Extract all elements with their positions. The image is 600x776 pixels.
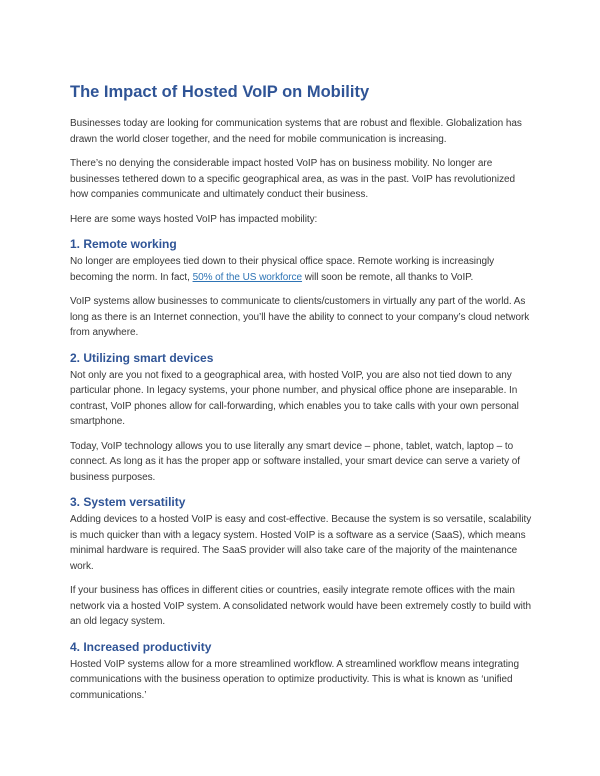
section-remote-working (70, 236, 534, 341)
section-increased-productivity (70, 639, 534, 704)
paragraph: Today, VoIP technology allows you to use literally any smart device – phone, tablet, watch, laptop – to connect. As long as it has the proper app or software installed, your smart device can serve a variety of business purposes. (70, 440, 520, 483)
intro-paragraph-3: Here are some ways hosted VoIP has impacted mobility: (70, 213, 318, 225)
paragraph: VoIP systems allow businesses to communicate to clients/customers in virtually any part of the world. As long as there is an Internet connection, you’ll have the ability to connect to your company’s cloud network from anywhere. (70, 296, 530, 338)
paragraph (70, 254, 534, 285)
section-utilizing-smart-devices (70, 350, 534, 486)
section-heading-remote-working: 1. Remote working (70, 237, 177, 251)
paragraph-text: No longer are employees tied down to their physical office space. Remote working is increasingly becoming the norm. In fact, (70, 256, 495, 283)
paragraph-text: will soon be remote, all thanks to VoIP. (302, 271, 474, 283)
section-heading-system-versatility: 3. System versatility (70, 495, 186, 509)
paragraph: Adding devices to a hosted VoIP is easy and cost-effective. Because the system is so versatile, scalability is much quicker than with a legacy system. Hosted VoIP is a software as a service (SaaS), which means minimal hardware is required. The SaaS provider will also take care of the majority of the maintenance work. (70, 514, 532, 572)
intro-paragraph-1: Businesses today are looking for communication systems that are robust and flexible. Globalization has drawn the world closer together, and the need for mobile communication is increasing. (70, 118, 522, 145)
paragraph: Hosted VoIP systems allow for a more streamlined workflow. A streamlined workflow means integrating communications with the business operation to optimize productivity. This is what is known as ‘unified communications.’ (70, 658, 519, 701)
page-title: The Impact of Hosted VoIP on Mobility (70, 83, 370, 101)
section-heading-increased-productivity: 4. Increased productivity (70, 639, 212, 654)
intro-paragraph-2: There’s no denying the considerable impact hosted VoIP has on business mobility. No longer are businesses tethered down to a specific geographical area, as was in the past. VoIP has revolutionized how companies communicate and ultimately conduct their business. (70, 158, 516, 200)
section-system-versatility (70, 494, 534, 630)
paragraph: If your business has offices in different cities or countries, easily integrate remote offices with the main network via a hosted VoIP system. A consolidated network would have been extremely costly to build with an old legacy system. (70, 585, 532, 627)
workforce-stat-link[interactable]: 50% of the US workforce (192, 271, 303, 283)
section-heading-utilizing-smart-devices: 2. Utilizing smart devices (70, 350, 214, 365)
paragraph: Not only are you not fixed to a geographical area, with hosted VoIP, you are also not tied down to any particular phone. In legacy systems, your phone number, and physical office phone are inseparable. In contrast, VoIP phones allow for call-forwarding, which enables you to take calls with your own personal smartphone. (70, 369, 519, 427)
